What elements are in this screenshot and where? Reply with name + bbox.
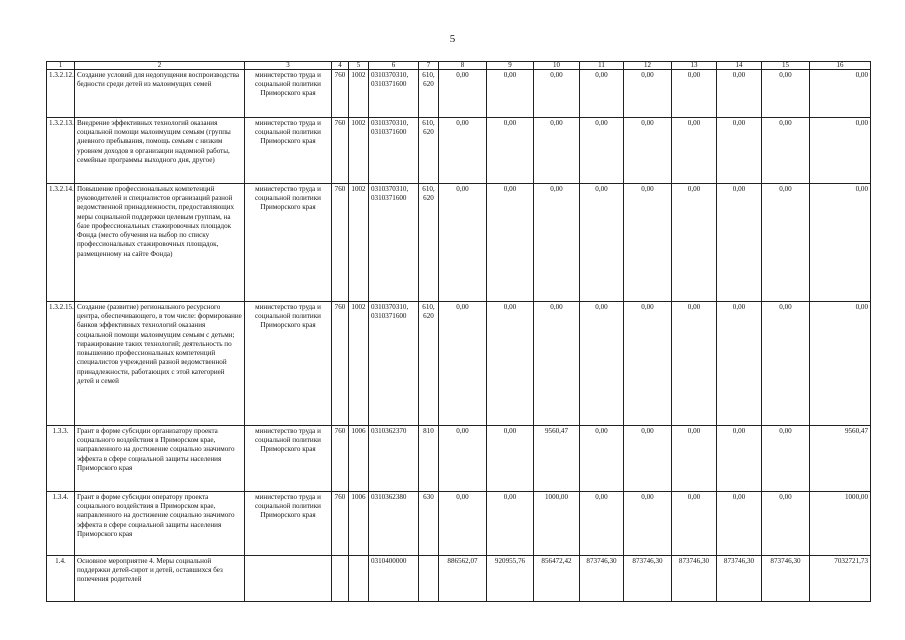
row-value-col-9: 0,00 bbox=[487, 184, 534, 302]
row-value-col-11: 0,00 bbox=[580, 426, 624, 492]
row-value-col-9: 920955,76 bbox=[487, 556, 534, 602]
column-number-16: 16 bbox=[810, 62, 871, 70]
row-value-col-10: 856472,42 bbox=[534, 556, 580, 602]
row-code: 1.4. bbox=[47, 556, 75, 602]
column-number-2: 2 bbox=[75, 62, 245, 70]
row-value-col-16: 0,00 bbox=[810, 70, 871, 118]
row-grbs: 760 bbox=[332, 302, 349, 426]
page-number: 5 bbox=[449, 33, 456, 45]
row-target-article: 0310400000 bbox=[369, 556, 419, 602]
row-section: 1006 bbox=[349, 492, 369, 556]
row-expense-type: 610, 620 bbox=[419, 70, 439, 118]
row-value-col-10: 0,00 bbox=[534, 70, 580, 118]
row-value-col-14: 0,00 bbox=[717, 492, 762, 556]
row-value-col-15: 0,00 bbox=[762, 70, 810, 118]
row-name: Создание (развитие) регионального ресурсного центра, обеспечивающего, в том числе: формирование банков эффективных технологий оказания социальной помощи малоимущим семьям с детьми; тиражирование таких технологий; деятельность по повышению профессиональных компетенций специалистов учреждений разной ведомственной принадлежности, работающих с этой категорией детей и семей bbox=[75, 302, 245, 426]
row-name: Повышение профессиональных компетенций руководителей и специалистов организаций разной ведомственной принадлежности, предоставляющих меры социальной поддержки целевым группам, на базе профессиональных стажировочных площадок Фонда (место обучения на выбор по списку профессиональных стажировочных площадок, размещенному на сайте Фонда) bbox=[75, 184, 245, 302]
row-value-col-9: 0,00 bbox=[487, 302, 534, 426]
row-executor: министерство труда и социальной политики Приморского края bbox=[245, 118, 332, 184]
row-name: Основное мероприятие 4. Меры социальной поддержки детей-сирот и детей, оставшихся без попечения родителей bbox=[75, 556, 245, 602]
row-value-col-13: 0,00 bbox=[672, 118, 717, 184]
row-target-article: 0310370310, 0310371600 bbox=[369, 184, 419, 302]
table-row bbox=[47, 118, 871, 184]
row-value-col-12: 0,00 bbox=[624, 302, 672, 426]
row-value-col-8: 0,00 bbox=[439, 70, 487, 118]
row-section bbox=[349, 556, 369, 602]
row-value-col-10: 0,00 bbox=[534, 184, 580, 302]
row-value-col-16: 1000,00 bbox=[810, 492, 871, 556]
row-grbs: 760 bbox=[332, 492, 349, 556]
row-expense-type: 610, 620 bbox=[419, 302, 439, 426]
row-expense-type bbox=[419, 556, 439, 602]
row-value-col-11: 0,00 bbox=[580, 302, 624, 426]
row-value-col-9: 0,00 bbox=[487, 492, 534, 556]
row-code: 1.3.2.13. bbox=[47, 118, 75, 184]
row-executor: министерство труда и социальной политики Приморского края bbox=[245, 70, 332, 118]
row-executor: министерство труда и социальной политики Приморского края bbox=[245, 184, 332, 302]
row-code: 1.3.2.15. bbox=[47, 302, 75, 426]
row-name: Грант в форме субсидии организатору проекта социального воздействия в Приморском крае, направленного на достижение социально значимого эффекта в сфере социальной защиты населения Приморского края bbox=[75, 426, 245, 492]
row-value-col-13: 873746,30 bbox=[672, 556, 717, 602]
column-number-8: 8 bbox=[439, 62, 487, 70]
column-number-10: 10 bbox=[534, 62, 580, 70]
row-value-col-11: 0,00 bbox=[580, 184, 624, 302]
row-value-col-15: 873746,30 bbox=[762, 556, 810, 602]
table-row bbox=[47, 302, 871, 426]
row-executor: министерство труда и социальной политики Приморского края bbox=[245, 426, 332, 492]
column-number-5: 5 bbox=[349, 62, 369, 70]
row-target-article: 0310370310, 0310371600 bbox=[369, 70, 419, 118]
row-value-col-16: 7032721,73 bbox=[810, 556, 871, 602]
row-value-col-12: 0,00 bbox=[624, 70, 672, 118]
row-value-col-9: 0,00 bbox=[487, 426, 534, 492]
row-target-article: 0310370310, 0310371600 bbox=[369, 118, 419, 184]
row-value-col-9: 0,00 bbox=[487, 70, 534, 118]
table-row bbox=[47, 492, 871, 556]
row-value-col-10: 0,00 bbox=[534, 118, 580, 184]
row-value-col-8: 0,00 bbox=[439, 118, 487, 184]
row-grbs: 760 bbox=[332, 70, 349, 118]
column-number-13: 13 bbox=[672, 62, 717, 70]
column-number-1: 1 bbox=[47, 62, 75, 70]
row-value-col-16: 9560,47 bbox=[810, 426, 871, 492]
row-code: 1.3.4. bbox=[47, 492, 75, 556]
row-value-col-10: 1000,00 bbox=[534, 492, 580, 556]
header-row bbox=[47, 62, 871, 70]
column-number-6: 6 bbox=[369, 62, 419, 70]
row-value-col-10: 9560,47 bbox=[534, 426, 580, 492]
row-value-col-15: 0,00 bbox=[762, 492, 810, 556]
row-value-col-14: 0,00 bbox=[717, 426, 762, 492]
row-value-col-12: 0,00 bbox=[624, 184, 672, 302]
row-target-article: 0310362380 bbox=[369, 492, 419, 556]
column-number-11: 11 bbox=[580, 62, 624, 70]
row-section: 1002 bbox=[349, 184, 369, 302]
row-value-col-11: 0,00 bbox=[580, 118, 624, 184]
row-value-col-13: 0,00 bbox=[672, 302, 717, 426]
row-value-col-11: 0,00 bbox=[580, 492, 624, 556]
column-number-9: 9 bbox=[487, 62, 534, 70]
column-number-14: 14 bbox=[717, 62, 762, 70]
row-value-col-8: 886562,07 bbox=[439, 556, 487, 602]
row-grbs: 760 bbox=[332, 118, 349, 184]
row-expense-type: 610, 620 bbox=[419, 184, 439, 302]
row-value-col-15: 0,00 bbox=[762, 302, 810, 426]
row-value-col-8: 0,00 bbox=[439, 426, 487, 492]
column-number-12: 12 bbox=[624, 62, 672, 70]
column-number-4: 4 bbox=[332, 62, 349, 70]
row-code: 1.3.2.14. bbox=[47, 184, 75, 302]
row-section: 1006 bbox=[349, 426, 369, 492]
table-row bbox=[47, 184, 871, 302]
row-value-col-8: 0,00 bbox=[439, 492, 487, 556]
row-name: Внедрение эффективных технологий оказания социальной помощи малоимущим семьям (группы дневного пребывания, помощь семьям с низким уровнем доходов в организации надомной работы, семейные программы выходного дня, другое) bbox=[75, 118, 245, 184]
row-value-col-14: 0,00 bbox=[717, 184, 762, 302]
row-executor: министерство труда и социальной политики Приморского края bbox=[245, 302, 332, 426]
row-target-article: 0310370310, 0310371600 bbox=[369, 302, 419, 426]
column-number-7: 7 bbox=[419, 62, 439, 70]
row-value-col-16: 0,00 bbox=[810, 118, 871, 184]
row-name: Создание условий для недопущения воспроизводства бедности среди детей из малоимущих семей bbox=[75, 70, 245, 118]
row-value-col-13: 0,00 bbox=[672, 426, 717, 492]
row-expense-type: 610, 620 bbox=[419, 118, 439, 184]
table-row bbox=[47, 70, 871, 118]
row-section: 1002 bbox=[349, 118, 369, 184]
row-value-col-11: 0,00 bbox=[580, 70, 624, 118]
row-expense-type: 810 bbox=[419, 426, 439, 492]
row-value-col-8: 0,00 bbox=[439, 302, 487, 426]
row-expense-type: 630 bbox=[419, 492, 439, 556]
row-value-col-12: 0,00 bbox=[624, 492, 672, 556]
row-code: 1.3.3. bbox=[47, 426, 75, 492]
row-grbs: 760 bbox=[332, 184, 349, 302]
row-value-col-13: 0,00 bbox=[672, 184, 717, 302]
row-executor: министерство труда и социальной политики Приморского края bbox=[245, 492, 332, 556]
row-value-col-15: 0,00 bbox=[762, 118, 810, 184]
row-executor bbox=[245, 556, 332, 602]
row-value-col-16: 0,00 bbox=[810, 302, 871, 426]
row-value-col-8: 0,00 bbox=[439, 184, 487, 302]
row-grbs: 760 bbox=[332, 426, 349, 492]
row-value-col-15: 0,00 bbox=[762, 426, 810, 492]
row-code: 1.3.2.12. bbox=[47, 70, 75, 118]
row-section: 1002 bbox=[349, 70, 369, 118]
row-value-col-14: 0,00 bbox=[717, 302, 762, 426]
column-number-3: 3 bbox=[245, 62, 332, 70]
row-value-col-16: 0,00 bbox=[810, 184, 871, 302]
table-row bbox=[47, 556, 871, 602]
row-value-col-11: 873746,30 bbox=[580, 556, 624, 602]
row-value-col-12: 0,00 bbox=[624, 426, 672, 492]
row-value-col-15: 0,00 bbox=[762, 184, 810, 302]
row-value-col-10: 0,00 bbox=[534, 302, 580, 426]
column-number-15: 15 bbox=[762, 62, 810, 70]
row-value-col-14: 0,00 bbox=[717, 118, 762, 184]
table-row bbox=[47, 426, 871, 492]
row-value-col-12: 873746,30 bbox=[624, 556, 672, 602]
budget-table bbox=[46, 61, 871, 602]
row-value-col-12: 0,00 bbox=[624, 118, 672, 184]
row-value-col-9: 0,00 bbox=[487, 118, 534, 184]
row-value-col-13: 0,00 bbox=[672, 70, 717, 118]
row-target-article: 0310362370 bbox=[369, 426, 419, 492]
row-value-col-14: 0,00 bbox=[717, 70, 762, 118]
row-value-col-14: 873746,30 bbox=[717, 556, 762, 602]
row-name: Грант в форме субсидии оператору проекта социального воздействия в Приморском крае, направленного на достижение социально значимого эффекта в сфере социальной защиты населения Приморского края bbox=[75, 492, 245, 556]
row-section: 1002 bbox=[349, 302, 369, 426]
row-value-col-13: 0,00 bbox=[672, 492, 717, 556]
row-grbs bbox=[332, 556, 349, 602]
